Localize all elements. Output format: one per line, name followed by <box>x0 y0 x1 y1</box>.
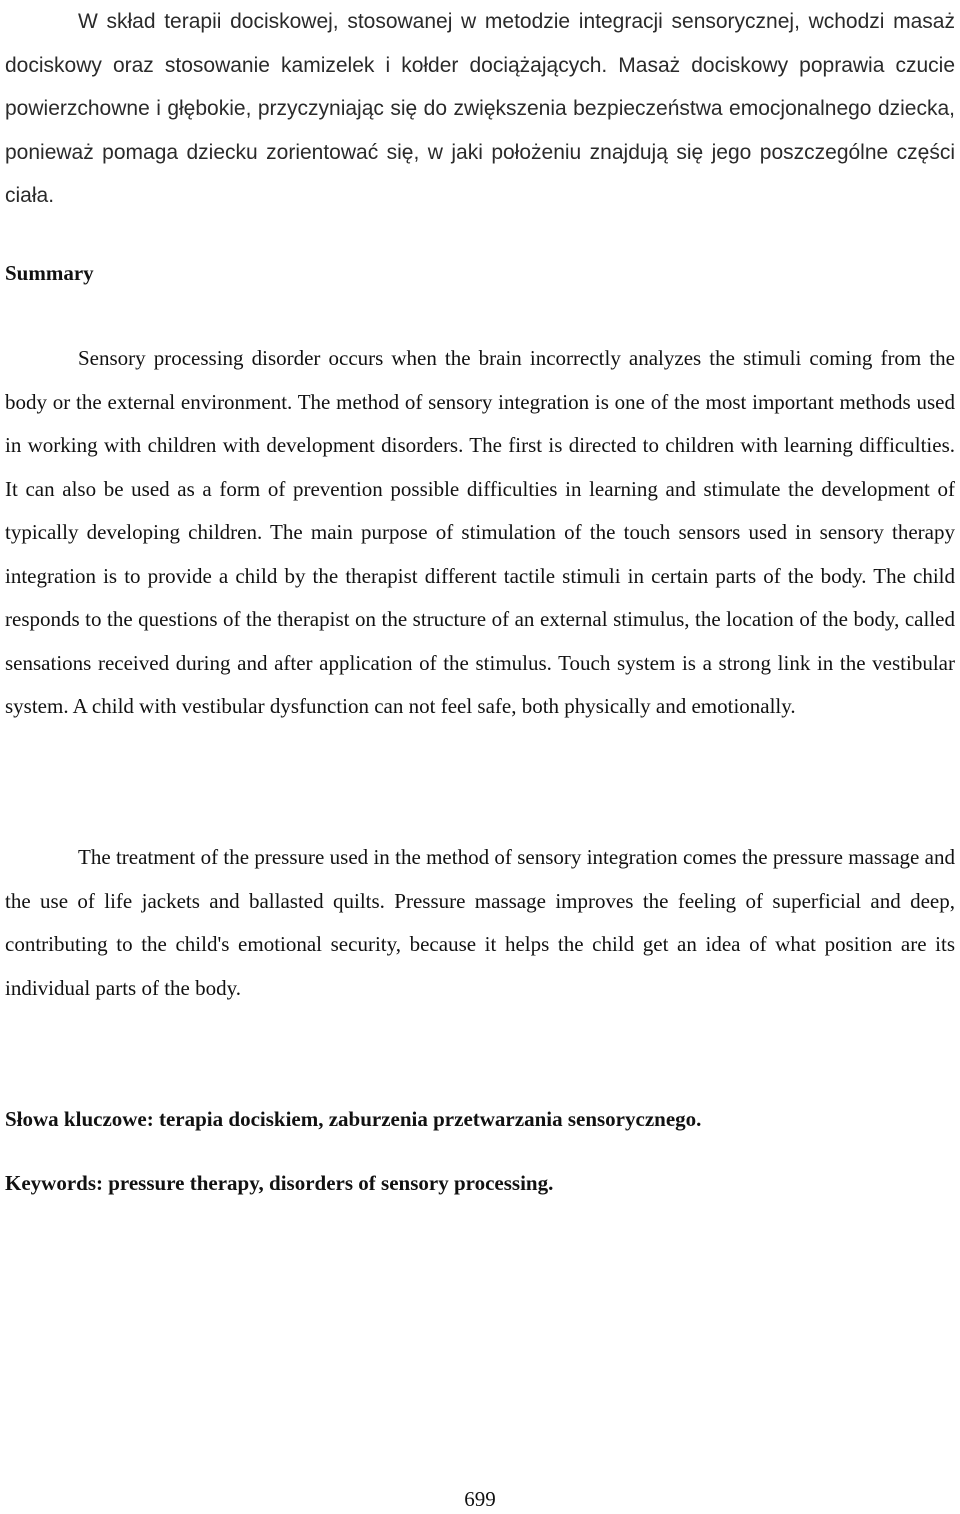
polish-abstract-paragraph: W skład terapii dociskowej, stosowanej w metodzie integracji sensorycznej, wchodzi masaż dociskowy oraz stosowanie kamizelek i kołder dociążających. Masaż dociskowy poprawia czucie powierzchowne i głębokie, przyczyniając się do zwiększenia bezpieczeństwa emocjonalnego dziecka, ponieważ pomaga dziecku zorientować się, w jaki położeniu znajdują się jego poszczególne części ciała. <box>5 10 955 207</box>
summary-heading: Summary <box>5 261 94 285</box>
keywords-polish: Słowa kluczowe: terapia dociskiem, zaburzenia przetwarzania sensorycznego. <box>5 1107 702 1131</box>
page-number: 699 <box>464 1487 496 1511</box>
summary-paragraph-2: The treatment of the pressure used in the method of sensory integration comes the pressure massage and the use of life jackets and ballasted quilts. Pressure massage improves the feeling of superficial and deep, contributing to the child's emotional security, because it helps the child get an idea of what position are its individual parts of the body. <box>5 845 955 1000</box>
summary-paragraph-1: Sensory processing disorder occurs when the brain incorrectly analyzes the stimuli coming from the body or the external environment. The method of sensory integration is one of the most important methods used in working with children with development disorders. The first is directed to children with learning difficulties. It can also be used as a form of prevention possible difficulties in learning and stimulate the development of typically developing children. The main purpose of stimulation of the touch sensors used in sensory therapy integration is to provide a child by the therapist different tactile stimuli in certain parts of the body. The child responds to the questions of the therapist on the structure of an external stimulus, the location of the body, called sensations received during and after application of the stimulus. Touch system is a strong link in the vestibular system. A child with vestibular dysfunction can not feel safe, both physically and emotionally. <box>5 346 955 718</box>
keywords-english: Keywords: pressure therapy, disorders of sensory processing. <box>5 1171 554 1195</box>
